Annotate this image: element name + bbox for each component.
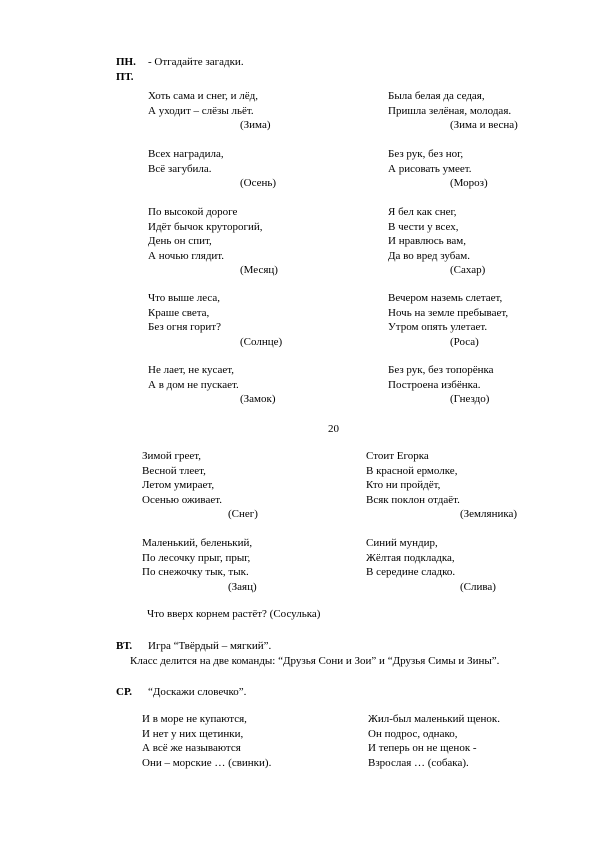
riddle-line: Без рук, без ног, [388, 148, 464, 160]
riddle-line: Зимой греет, [142, 450, 202, 462]
riddle-left [148, 291, 282, 349]
riddle-left [142, 449, 258, 522]
riddle-line: Построена избёнка. [388, 378, 481, 391]
riddle-answer: (Сахар) [450, 264, 486, 277]
riddle-line: Вечером наземь слетает, [388, 292, 503, 304]
rhyme-right [368, 712, 500, 770]
riddle-answer: (Гнездо) [450, 393, 490, 406]
riddle-line: Всяк поклон отдаёт. [366, 493, 460, 506]
riddle-right [366, 449, 517, 522]
riddle-line: А рисовать умеет. [388, 162, 472, 175]
riddle-line: Осенью оживает. [142, 493, 222, 506]
riddle-answer: (Роса) [450, 335, 479, 348]
riddle-line: Весной тлеет, [142, 464, 206, 477]
riddle-line: А ночью глядит. [148, 249, 225, 262]
rhyme-line: Взрослая … (собака). [368, 756, 469, 769]
riddle-left [142, 536, 257, 594]
riddle-line: Хоть сама и снег, и лёд, [148, 90, 259, 102]
riddle-line: По лесочку прыг, прыг, [142, 551, 251, 564]
riddle-answer: (Земляника) [460, 508, 518, 521]
riddle-answer: (Слива) [460, 580, 496, 593]
riddle-line: Без огня горит? [148, 321, 221, 334]
riddle-line: День он спит, [148, 235, 212, 248]
section-title: “Доскажи словечко”. [148, 686, 247, 698]
riddle-answer: (Осень) [240, 177, 277, 190]
riddle-line: В чести у всех, [388, 220, 459, 233]
riddle-answer: (Зима) [240, 119, 271, 132]
riddle-line: Пришла зелёная, молодая. [388, 104, 512, 117]
rhyme-line: Они – морские … (свинки). [142, 756, 272, 769]
rhyme-line: И теперь он не щенок - [368, 742, 477, 755]
riddle-line: Всех наградила, [148, 148, 224, 160]
riddle-line: Не лает, не кусает, [148, 364, 235, 376]
rhyme-line: Он подрос, однако, [368, 727, 458, 740]
day-label-pn: ПН. [116, 56, 136, 68]
rhyme-line: И в море не купаются, [142, 713, 247, 725]
riddle-answer: (Мороз) [450, 177, 488, 190]
riddle-right [388, 147, 488, 191]
riddle-line: Стоит Егорка [366, 450, 429, 462]
riddle-line: Да во вред зубам. [388, 249, 470, 262]
riddle-line: Маленький, беленький, [142, 537, 253, 549]
rhyme-line: А всё же называются [142, 742, 241, 755]
game-title: Игра “Твёрдый – мягкий”. [148, 640, 272, 652]
riddle-line: Жёлтая подкладка, [366, 551, 455, 564]
riddle-line: И нравлюсь вам, [388, 235, 467, 248]
riddle-line: В середине сладко. [366, 566, 456, 579]
riddle-left [148, 205, 278, 278]
riddle-line: В красной ермолке, [366, 464, 458, 477]
riddle-line: Всё загубила. [148, 162, 212, 175]
instruction-text: - Отгадайте загадки. [148, 56, 244, 68]
riddle-left [148, 89, 271, 133]
riddle-answer: (Заяц) [228, 580, 257, 593]
riddle-answer: (Снег) [228, 508, 258, 521]
page-number: 20 [328, 423, 339, 435]
last-riddle: Что вверх корнем растёт? (Сосулька) [147, 608, 321, 620]
riddle-right [388, 205, 485, 278]
riddle-line: По высокой дороге [148, 206, 238, 218]
riddle-line: Ночь на земле пребывает, [388, 306, 509, 319]
riddle-line: Я бел как снег, [388, 206, 457, 218]
rhyme-line: Жил-был маленький щенок. [368, 713, 500, 725]
riddle-line: По снежочку тык, тык. [142, 566, 249, 579]
riddle-line: Без рук, без топорёнка [388, 364, 494, 376]
riddle-right [366, 536, 496, 594]
riddle-line: Кто ни пройдёт, [366, 479, 441, 492]
riddle-answer: (Зима и весна) [450, 119, 518, 132]
riddle-line: Синий мундир, [366, 537, 438, 549]
day-label-sr: СР. [116, 686, 133, 698]
riddle-line: Утром опять улетает. [388, 321, 488, 334]
riddle-line: Летом умирает, [142, 479, 215, 492]
riddle-line: Была белая да седая, [388, 90, 485, 102]
riddle-left [148, 147, 276, 191]
riddle-line: А в дом не пускает. [148, 378, 239, 391]
riddle-line: Что выше леса, [148, 292, 221, 304]
riddle-line: Идёт бычок круторогий, [148, 220, 263, 233]
riddle-answer: (Солнце) [240, 335, 283, 348]
rhyme-line: И нет у них щетинки, [142, 727, 244, 740]
riddle-line: А уходит – слёзы льёт. [148, 104, 254, 117]
riddle-right [388, 291, 508, 349]
day-label-vt: ВТ. [116, 640, 133, 652]
day-label-pt: ПТ. [116, 71, 134, 83]
riddle-right [388, 363, 494, 407]
riddle-right [388, 89, 518, 133]
riddle-left [148, 363, 276, 407]
riddle-answer: (Месяц) [240, 264, 278, 277]
riddle-line: Краше света, [148, 306, 210, 319]
game-description: Класс делится на две команды: “Друзья Сони и Зои” и “Друзья Симы и Зины”. [130, 655, 500, 667]
riddle-answer: (Замок) [240, 393, 276, 406]
rhyme-left [142, 712, 271, 770]
